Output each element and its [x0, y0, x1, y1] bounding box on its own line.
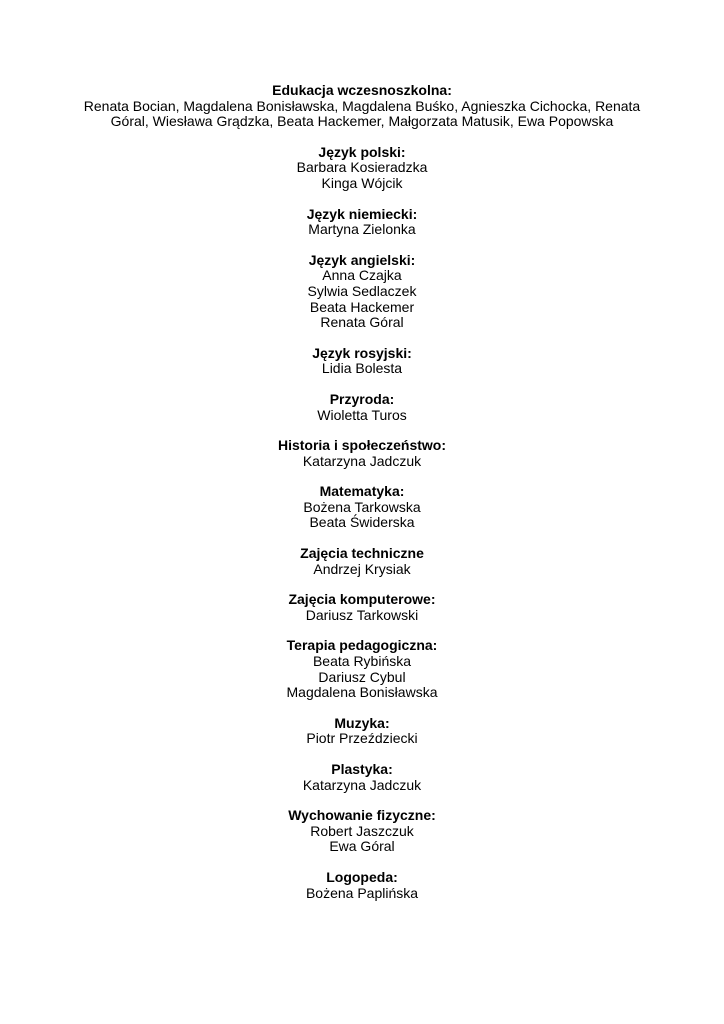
teacher-name: Bożena Tarkowska: [303, 498, 421, 515]
teacher-name: Robert Jaszczuk: [310, 822, 414, 839]
teacher-name: Dariusz Cybul: [318, 668, 406, 685]
name-list: [0, 361, 724, 377]
section-title: Plastyka:: [331, 761, 393, 777]
teacher-name: Beata Rybińska: [312, 653, 412, 670]
name-list: [0, 731, 724, 747]
section-jezyk-polski: [0, 145, 724, 192]
name-list: [0, 268, 724, 330]
name-list: [0, 500, 724, 531]
section-edukacja-wczesnoszkolna: [0, 83, 724, 130]
teacher-name: Magdalena Bonisławska: [286, 684, 438, 701]
section-jezyk-angielski: [0, 253, 724, 331]
name-list: [0, 222, 724, 238]
section-title: Logopeda:: [326, 868, 398, 885]
name-list: [0, 824, 724, 855]
section-historia-i-spoleczenstwo: [0, 438, 724, 469]
section-wychowanie-fizyczne: [0, 808, 724, 855]
teacher-name: Sylwia Sedlaczek: [307, 282, 417, 299]
name-list: [0, 160, 724, 191]
teacher-name: Martyna Zielonka: [308, 221, 416, 238]
teacher-name: Ewa Góral: [329, 838, 395, 855]
teacher-name: Barbara Kosieradzka: [296, 159, 428, 176]
section-title: Edukacja wczesnoszkolna:: [272, 82, 452, 98]
name-list: [0, 562, 724, 578]
section-title: Terapia pedagogiczna:: [286, 637, 438, 654]
teacher-name: Bożena Paplińska: [305, 884, 419, 901]
section-przyroda: [0, 392, 724, 423]
teacher-name: Renata Góral: [320, 314, 404, 331]
section-title: Język polski:: [318, 143, 406, 160]
teacher-name: Piotr Przeździecki: [306, 730, 418, 747]
section-title: Matematyka:: [319, 483, 405, 500]
section-title: Język rosyjski:: [312, 344, 412, 361]
section-muzyka: [0, 716, 724, 747]
section-title: Wychowanie fizyczne:: [288, 807, 436, 824]
section-title: Przyroda:: [329, 390, 395, 407]
section-jezyk-niemiecki: [0, 207, 724, 238]
name-list: [0, 608, 724, 624]
section-zajecia-techniczne: [0, 546, 724, 577]
section-title: Język angielski:: [308, 251, 416, 268]
teacher-name: Katarzyna Jadczuk: [302, 776, 422, 793]
section-terapia-pedagogiczna: [0, 638, 724, 700]
teacher-name: Kinga Wójcik: [321, 174, 403, 191]
section-title: Muzyka:: [334, 714, 390, 731]
section-jezyk-rosyjski: [0, 346, 724, 377]
section-zajecia-komputerowe: [0, 592, 724, 623]
name-list: [0, 454, 724, 470]
teacher-name: Andrzej Krysiak: [313, 560, 411, 577]
name-list: [0, 778, 724, 794]
section-title: Zajęcia techniczne: [300, 545, 424, 562]
section-title: Zajęcia komputerowe:: [288, 591, 436, 608]
section-logopeda: [0, 870, 724, 901]
teacher-name: Lidia Bolesta: [321, 360, 403, 377]
section-names-paragraph: Renata Bocian, Magdalena Bonisławska, Magdalena Buśko, Agnieszka Cichocka, Renata Góral, Wiesława Grądzka, Beata Hackemer, Małgorzata Matusik, Ewa Popowska: [83, 97, 641, 130]
section-plastyka: [0, 762, 724, 793]
section-title: Język niemiecki:: [306, 205, 418, 222]
teacher-list-document: [0, 83, 724, 916]
teacher-name: Dariusz Tarkowski: [305, 606, 419, 623]
teacher-name: Beata Hackemer: [309, 298, 415, 315]
teacher-name: Beata Świderska: [309, 514, 415, 531]
name-list: [0, 408, 724, 424]
teacher-name: Wioletta Turos: [317, 406, 407, 423]
name-list: [0, 886, 724, 902]
teacher-name: Anna Czajka: [322, 267, 402, 284]
name-list: [0, 654, 724, 701]
section-title: Historia i społeczeństwo:: [277, 437, 447, 454]
section-matematyka: [0, 484, 724, 531]
teacher-name: Katarzyna Jadczuk: [302, 452, 422, 469]
